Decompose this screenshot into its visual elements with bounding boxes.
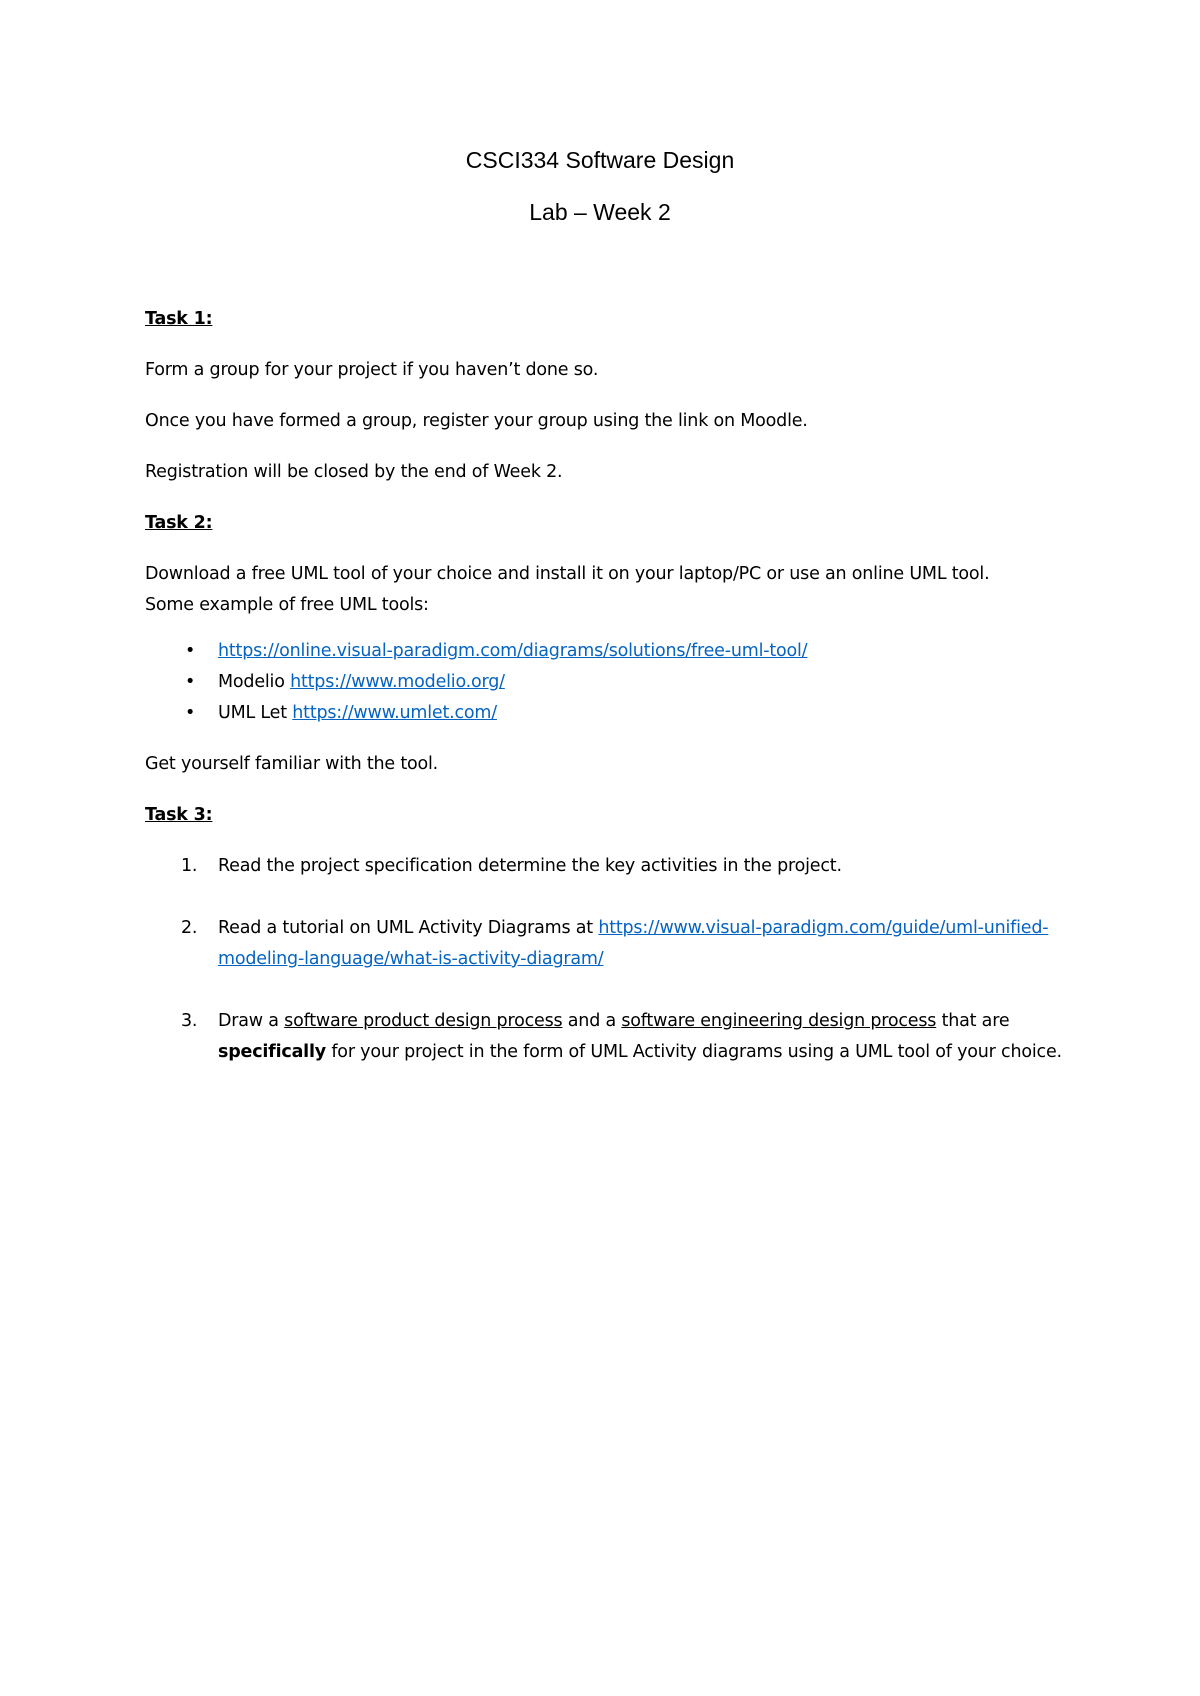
- activity-diagram-tutorial-link[interactable]: https://www.visual-paradigm.com/guide/uml-unified-modeling-language/what-is-activity-diagram/: [218, 918, 1049, 969]
- step-text: Draw a: [218, 1011, 285, 1031]
- step-number: 2.: [181, 918, 198, 938]
- emphasis-text: specifically: [218, 1042, 326, 1062]
- step-text: for your project in the form of UML Activity diagrams using a UML tool of your choice.: [325, 1042, 1062, 1062]
- bullet-icon: •: [185, 641, 196, 661]
- document-title: CSCI334 Software Design: [465, 147, 735, 173]
- list-item: [145, 698, 1075, 729]
- modelio-link[interactable]: https://www.modelio.org/: [290, 672, 505, 692]
- task3-heading: Task 3:: [145, 805, 213, 825]
- task1-line-3: Registration will be closed by the end of Week 2.: [145, 462, 563, 482]
- umlet-link[interactable]: https://www.umlet.com/: [292, 703, 497, 723]
- tool-label: Modelio: [218, 672, 291, 692]
- step-text: Read the project specification determine the key activities in the project.: [218, 856, 842, 876]
- list-item: [145, 913, 1075, 975]
- task2-heading: Task 2:: [145, 513, 213, 533]
- step-number: 3.: [181, 1011, 198, 1031]
- step-text: and a: [562, 1011, 622, 1031]
- document-body: [145, 304, 1075, 1068]
- list-item: [145, 1006, 1075, 1068]
- step-number: 1.: [181, 856, 198, 876]
- list-item: [145, 667, 1075, 698]
- document-subtitle: Lab – Week 2: [529, 199, 671, 225]
- task2-outro: Get yourself familiar with the tool.: [145, 754, 439, 774]
- list-item: [145, 636, 1075, 667]
- step-text: that are: [936, 1011, 1010, 1031]
- engineering-design-process-text: software engineering design process: [621, 1011, 937, 1031]
- product-design-process-text: software product design process: [284, 1011, 563, 1031]
- task2-intro-line-1: Download a free UML tool of your choice and install it on your laptop/PC or use an online UML tool.: [145, 564, 990, 584]
- uml-tools-list: [145, 636, 1075, 729]
- bullet-icon: •: [185, 703, 196, 723]
- tool-label: UML Let: [218, 703, 293, 723]
- step-text: Read a tutorial on UML Activity Diagrams at: [218, 918, 599, 938]
- task3-steps: [145, 851, 1075, 1068]
- task1-line-1: Form a group for your project if you haven’t done so.: [145, 360, 599, 380]
- bullet-icon: •: [185, 672, 196, 692]
- task2-intro-line-2: Some example of free UML tools:: [145, 595, 429, 615]
- visual-paradigm-link[interactable]: https://online.visual-paradigm.com/diagrams/solutions/free-uml-tool/: [218, 641, 808, 661]
- task1-line-2: Once you have formed a group, register your group using the link on Moodle.: [145, 411, 808, 431]
- list-item: [145, 851, 1075, 882]
- task1-heading: Task 1:: [145, 309, 213, 329]
